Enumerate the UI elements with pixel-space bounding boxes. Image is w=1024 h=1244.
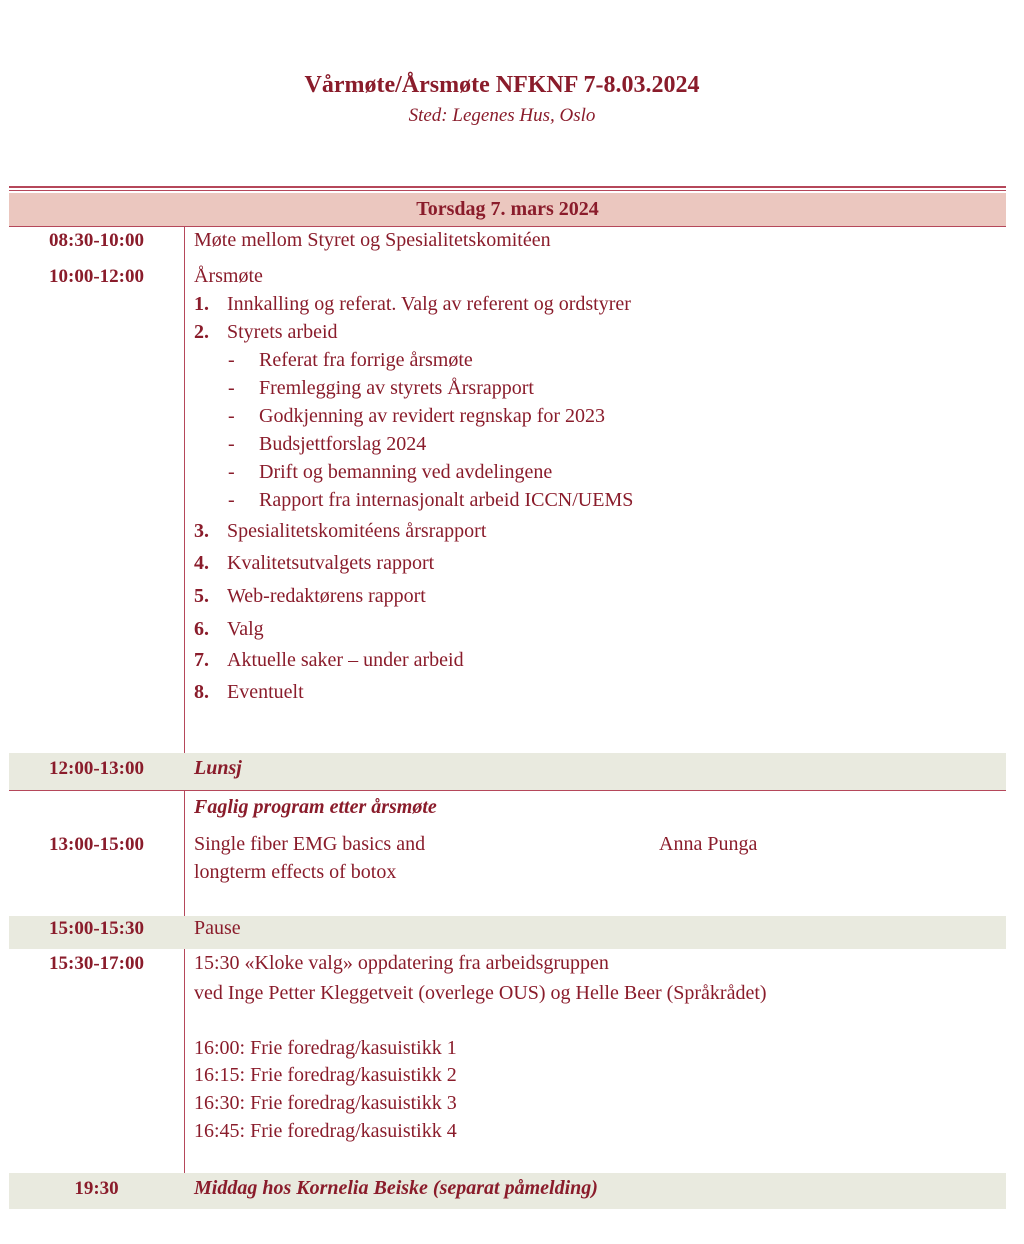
lecture-title-cont: longterm effects of botox: [194, 861, 397, 883]
day-header: Torsdag 7. mars 2024: [9, 193, 1006, 226]
session-title: Lunsj: [194, 757, 242, 779]
talk-item: 16:30: Frie foredrag/kasuistikk 3: [194, 1092, 457, 1114]
agenda-item: Aktuelle saker – under arbeid: [227, 649, 464, 671]
session-title: Pause: [194, 917, 241, 939]
session-line: 15:30 «Kloke valg» oppdatering fra arbeidsgruppen: [194, 952, 609, 974]
column-divider: [184, 790, 185, 916]
agenda-sub-item: Budsjettforslag 2024: [259, 433, 427, 455]
session-time: 19:30: [74, 1178, 119, 1199]
agenda-item-number: 2.: [194, 321, 209, 343]
talk-item: 16:45: Frie foredrag/kasuistikk 4: [194, 1120, 457, 1142]
row-divider: [9, 790, 1006, 791]
session-heading: Årsmøte: [194, 265, 263, 287]
lecture-title: Single fiber EMG basics and: [194, 833, 426, 855]
header-divider-thin: [9, 190, 1006, 191]
session-time: 12:00-13:00: [49, 758, 144, 779]
location-subtitle: Sted: Legenes Hus, Oslo: [408, 105, 596, 126]
session-time: 08:30-10:00: [49, 230, 144, 251]
agenda-item: Web-redaktørens rapport: [227, 585, 426, 607]
page-title: Vårmøte/Årsmøte NFKNF 7-8.03.2024: [304, 72, 700, 98]
agenda-sub-item: Rapport fra internasjonalt arbeid ICCN/UEMS: [259, 489, 634, 511]
session-time: 15:00-15:30: [49, 918, 144, 939]
agenda-item-number: 1.: [194, 293, 209, 315]
agenda-sub-item: Referat fra forrige årsmøte: [259, 349, 473, 371]
row-divider: [9, 226, 1006, 227]
sub-item-dash: -: [228, 489, 235, 511]
session-time: 13:00-15:00: [49, 834, 144, 855]
agenda-item: Valg: [227, 618, 264, 640]
header-divider: [9, 186, 1006, 188]
agenda-item: Innkalling og referat. Valg av referent og ordstyrer: [227, 293, 631, 315]
talk-item: 16:00: Frie foredrag/kasuistikk 1: [194, 1037, 457, 1059]
agenda-item-number: 4.: [194, 552, 209, 574]
sub-item-dash: -: [228, 349, 235, 371]
sub-item-dash: -: [228, 461, 235, 483]
session-time: 15:30-17:00: [49, 953, 144, 974]
agenda-sub-item: Godkjenning av revidert regnskap for 2023: [259, 405, 606, 427]
talk-item: 16:15: Frie foredrag/kasuistikk 2: [194, 1064, 457, 1086]
agenda-item-number: 3.: [194, 520, 209, 542]
sub-item-dash: -: [228, 405, 235, 427]
column-divider: [184, 949, 185, 1173]
agenda-item-number: 6.: [194, 618, 209, 640]
agenda-item: Eventuelt: [227, 681, 304, 703]
agenda-sub-item: Fremlegging av styrets Årsrapport: [259, 377, 534, 399]
agenda-item-number: 8.: [194, 681, 209, 703]
sub-item-dash: -: [228, 377, 235, 399]
speaker-name: Anna Punga: [659, 833, 758, 855]
session-title: Møte mellom Styret og Spesialitetskomitéen: [194, 229, 551, 251]
session-time: 10:00-12:00: [49, 266, 144, 287]
session-line: ved Inge Petter Kleggetveit (overlege OUS) og Helle Beer (Språkrådet): [194, 982, 767, 1004]
agenda-item: Spesialitetskomitéens årsrapport: [227, 520, 487, 542]
session-heading: Faglig program etter årsmøte: [194, 796, 437, 818]
agenda-item: Styrets arbeid: [227, 321, 338, 343]
session-title: Middag hos Kornelia Beiske (separat påmelding): [194, 1177, 598, 1199]
agenda-sub-item: Drift og bemanning ved avdelingene: [259, 461, 553, 483]
agenda-item: Kvalitetsutvalgets rapport: [227, 552, 435, 574]
sub-item-dash: -: [228, 433, 235, 455]
agenda-item-number: 5.: [194, 585, 209, 607]
agenda-item-number: 7.: [194, 649, 209, 671]
column-divider: [184, 226, 185, 753]
